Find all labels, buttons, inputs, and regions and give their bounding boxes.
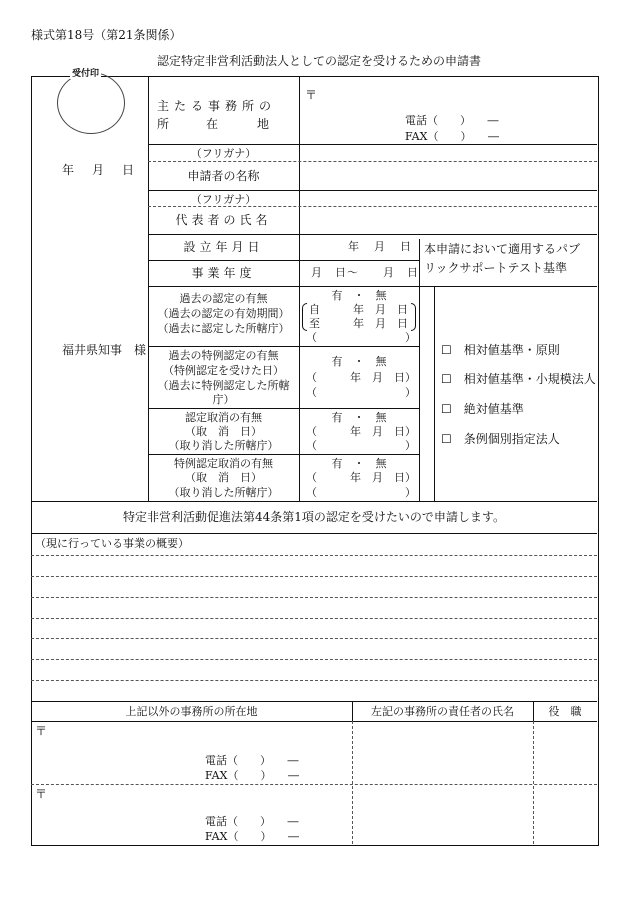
- prev-special-date[interactable]: （ 年 月 日）: [306, 371, 416, 384]
- prev-cert-to[interactable]: 至 年 月 日: [309, 317, 408, 330]
- form-title: 認定特定非営利活動法人としての認定を受けるための申請書: [157, 54, 482, 68]
- other-office-position-header: 役 職: [548, 705, 582, 718]
- prev-special-authority[interactable]: （ ）: [306, 386, 416, 399]
- revoke-date-label: （取 消 日）: [185, 425, 262, 438]
- office-fax[interactable]: FAX（ ） ―: [405, 130, 499, 143]
- checkbox-icon[interactable]: ☐: [441, 343, 452, 357]
- pst-title-2: リックサポートテスト基準: [424, 261, 568, 275]
- checkbox-icon[interactable]: ☐: [441, 432, 452, 446]
- pst-option-2[interactable]: [441, 373, 596, 385]
- fiscal-year-value[interactable]: 月 日～ 月 日: [311, 266, 419, 279]
- furigana-label-2: （フリガナ）: [190, 193, 257, 206]
- revoke-yesno[interactable]: 有 ・ 無: [331, 411, 387, 424]
- pst-option-1-label: 相対値基準・原則: [463, 343, 560, 357]
- pst-option-1[interactable]: [441, 344, 560, 356]
- applicant-name-label: 申請者の名称: [187, 169, 260, 183]
- checkbox-icon[interactable]: ☐: [441, 372, 452, 386]
- checkbox-icon[interactable]: ☐: [441, 402, 452, 416]
- revoke-date[interactable]: （ 年 月 日）: [306, 425, 416, 438]
- representative-name-label: 代表者の氏名: [175, 213, 272, 227]
- other-office-manager-header: 左記の事務所の責任者の氏名: [371, 705, 514, 718]
- other-office-address-header: 上記以外の事務所の所在地: [125, 705, 258, 718]
- special-revoke-label: 特例認定取消の有無: [174, 457, 273, 470]
- other-office-1-tel[interactable]: 電話（ ） ―: [205, 754, 299, 767]
- office-label-2b: 在: [206, 117, 219, 131]
- overview-label: （現に行っている事業の概要）: [35, 537, 189, 550]
- other-office-2-fax[interactable]: FAX（ ） ―: [205, 830, 299, 843]
- form-number: 様式第18号（第21条関係）: [31, 28, 182, 42]
- pst-option-4[interactable]: [441, 433, 560, 445]
- other-office-1-postal[interactable]: 〒: [35, 724, 48, 738]
- special-revoke-date[interactable]: （ 年 月 日）: [306, 471, 416, 484]
- revoke-authority[interactable]: （ ）: [306, 439, 416, 452]
- established-value[interactable]: 年 月 日: [348, 240, 413, 253]
- office-tel[interactable]: 電話（ ） ―: [405, 114, 499, 127]
- prev-special-date-label: （特例認定を受けた日）: [163, 364, 284, 377]
- prev-cert-label: 過去の認定の有無: [179, 292, 268, 305]
- pst-title-1: 本申請において適用するパブ: [424, 242, 581, 256]
- prev-special-authority-label-2: 庁）: [212, 393, 235, 406]
- stamp-label: 受付印: [72, 69, 100, 79]
- office-label-2a: 所: [157, 117, 170, 131]
- other-office-1-fax[interactable]: FAX（ ） ―: [205, 769, 299, 782]
- revoke-authority-label: （取り消した所轄庁）: [168, 439, 279, 452]
- office-postal[interactable]: 〒: [305, 88, 318, 102]
- pst-option-2-label: 相対値基準・小規模法人: [463, 372, 596, 386]
- revoke-label: 認定取消の有無: [185, 411, 262, 424]
- pst-option-3-label: 絶対値基準: [463, 402, 524, 416]
- office-label: 主たる事務所の: [157, 99, 277, 113]
- pst-option-3[interactable]: [441, 403, 524, 415]
- prev-cert-authority[interactable]: （ ）: [306, 331, 416, 344]
- office-label-2c: 地: [257, 117, 270, 131]
- special-revoke-yesno[interactable]: 有 ・ 無: [331, 457, 387, 470]
- prev-cert-authority-label: （過去に認定した所轄庁）: [157, 322, 290, 335]
- other-office-2-tel[interactable]: 電話（ ） ―: [205, 815, 299, 828]
- special-revoke-authority[interactable]: （ ）: [306, 486, 416, 499]
- prev-special-authority-label: （過去に特例認定した所轄: [157, 379, 290, 392]
- prev-special-yesno[interactable]: 有 ・ 無: [331, 355, 387, 368]
- prev-cert-yesno[interactable]: 有 ・ 無: [331, 289, 387, 302]
- fiscal-year-label: 事業年度: [191, 266, 256, 280]
- pst-option-4-label: 条例個別指定法人: [463, 432, 560, 446]
- prev-special-label: 過去の特例認定の有無: [168, 349, 279, 362]
- special-revoke-authority-label: （取り消した所轄庁）: [168, 486, 279, 499]
- established-label: 設立年月日: [183, 240, 264, 254]
- prev-cert-period-label: （過去の認定の有効期間）: [157, 307, 290, 320]
- application-date: 年 月 日: [62, 163, 138, 177]
- addressee: 福井県知事 様: [62, 343, 147, 357]
- furigana-label-1: （フリガナ）: [190, 147, 257, 160]
- special-revoke-date-label: （取 消 日）: [185, 471, 262, 484]
- reception-stamp-circle: [57, 69, 125, 134]
- declaration: 特定非営利活動促進法第44条第1項の認定を受けたいので申請します。: [123, 510, 505, 524]
- prev-cert-from[interactable]: 自 年 月 日: [309, 303, 408, 316]
- other-office-2-postal[interactable]: 〒: [35, 787, 48, 801]
